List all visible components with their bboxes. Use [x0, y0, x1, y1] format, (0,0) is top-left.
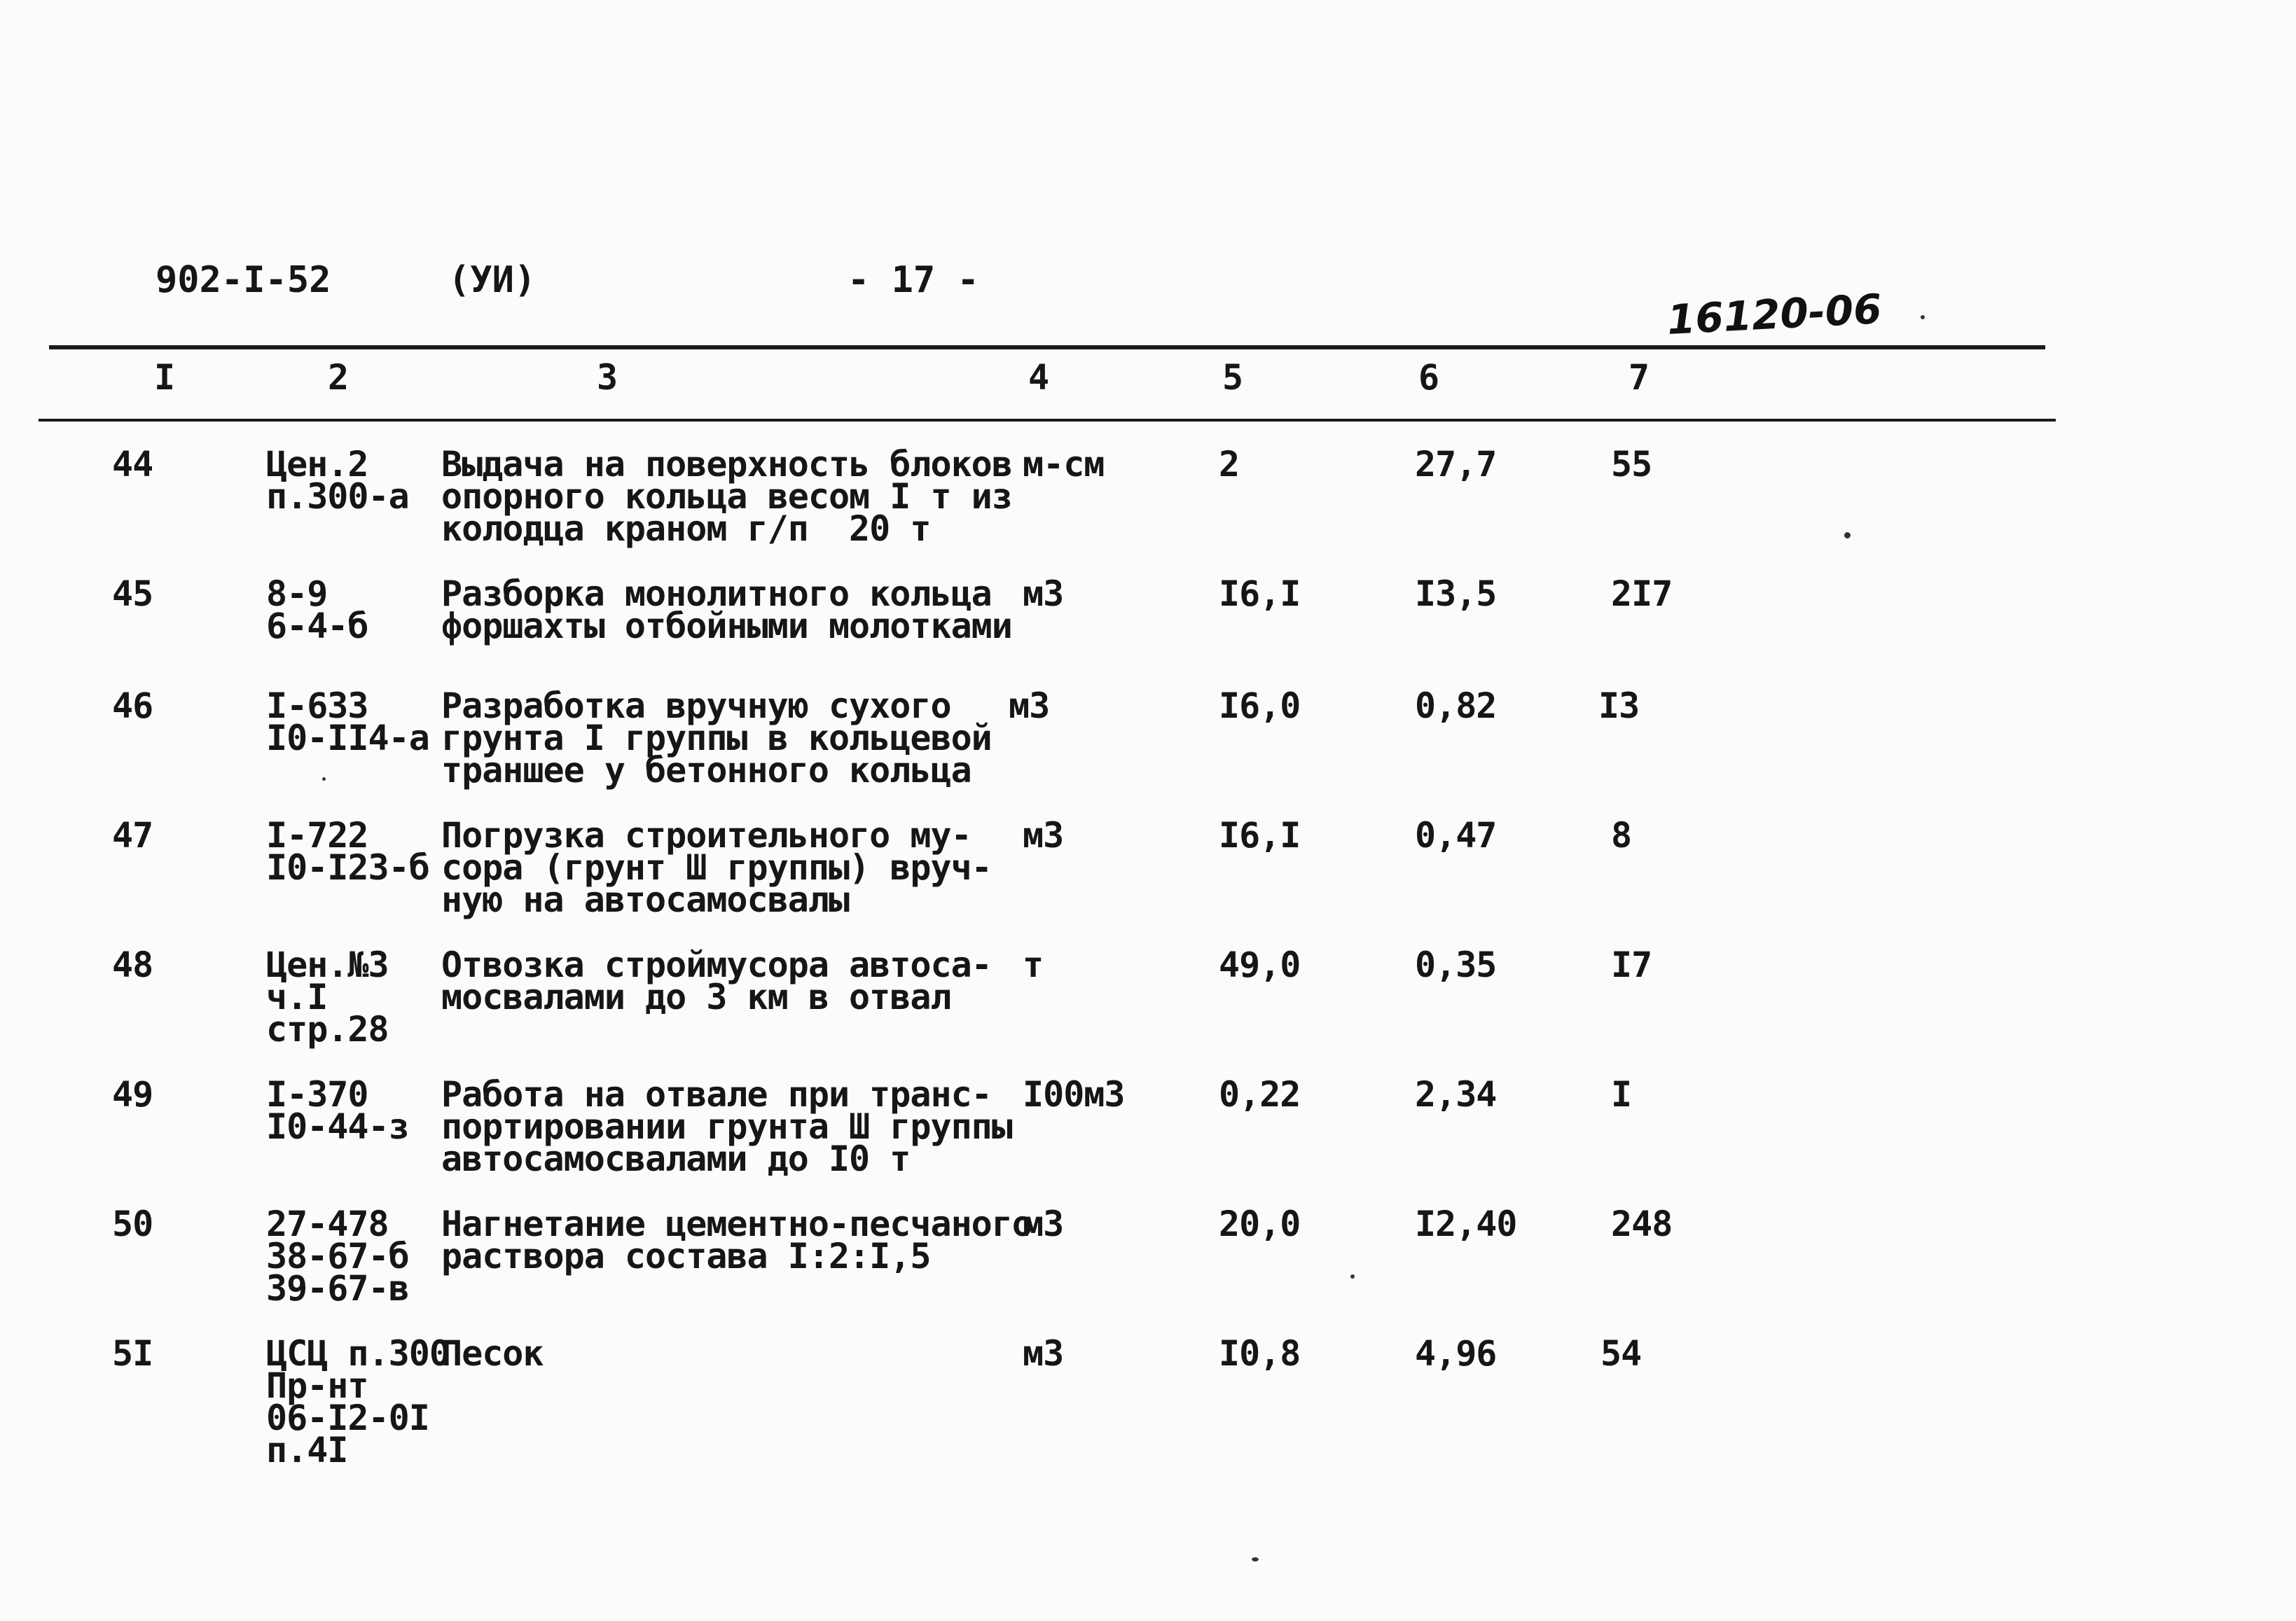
- norm-reference-line: Цен.2: [266, 444, 368, 485]
- work-description-line: автосамосвалами до I0 т: [441, 1139, 911, 1179]
- work-description: [441, 1074, 1012, 1179]
- row-number: 45: [112, 573, 153, 614]
- total-cost: 8: [1611, 815, 1632, 856]
- work-description-line: мосвалами до 3 км в отвал: [441, 977, 951, 1017]
- scan-speck: [1921, 315, 1925, 319]
- norm-reference-line: п.300-а: [266, 476, 409, 517]
- column-header-7: 7: [1628, 357, 1650, 398]
- total-cost: 54: [1600, 1333, 1642, 1374]
- total-cost: 55: [1611, 444, 1652, 485]
- column-header-5: 5: [1222, 357, 1244, 398]
- table-header-rule: [39, 419, 2056, 422]
- quantity: I6,0: [1219, 686, 1301, 726]
- work-description-line: Работа на отвале при транс-: [441, 1074, 992, 1115]
- row-number: 5I: [112, 1333, 153, 1374]
- document-part: (УИ): [448, 259, 537, 301]
- scan-speck: [1844, 532, 1851, 538]
- work-description-line: портировании грунта Ш группы: [441, 1106, 1012, 1147]
- quantity: 2: [1219, 444, 1240, 485]
- unit: м3: [1009, 686, 1050, 726]
- work-description: [441, 573, 1012, 646]
- work-description: [441, 1333, 544, 1374]
- work-description-line: опорного кольца весом I т из: [441, 476, 1012, 517]
- row-number: 47: [112, 815, 153, 856]
- work-description: [441, 1204, 1032, 1276]
- norm-reference-line: 27-478: [266, 1204, 389, 1244]
- norm-reference: [266, 1074, 409, 1147]
- work-description-line: Разборка монолитного кольца: [441, 573, 992, 614]
- work-description-line: колодца краном г/п 20 т: [441, 508, 931, 549]
- scan-speck: [1350, 1274, 1355, 1279]
- norm-reference: [266, 1333, 450, 1470]
- table-top-rule: [49, 345, 2045, 349]
- column-header-1: I: [154, 357, 176, 398]
- unit: м3: [1023, 1333, 1064, 1374]
- page-number: - 17 -: [848, 259, 979, 301]
- norm-reference-line: I0-44-з: [266, 1106, 409, 1147]
- norm-reference: [266, 815, 429, 888]
- work-description: [441, 686, 992, 791]
- work-description: [441, 444, 1012, 549]
- quantity: I0,8: [1219, 1333, 1301, 1374]
- quantity: 49,0: [1219, 945, 1301, 985]
- norm-reference-line: ЦСЦ п.300: [266, 1333, 450, 1374]
- norm-reference-line: I0-I23-б: [266, 847, 429, 888]
- quantity: I6,I: [1219, 573, 1301, 614]
- norm-reference-line: 38-67-б: [266, 1236, 409, 1276]
- unit-price: 27,7: [1415, 444, 1497, 485]
- unit: м3: [1023, 573, 1064, 614]
- unit: м3: [1023, 1204, 1064, 1244]
- norm-reference-line: 39-67-в: [266, 1268, 409, 1309]
- norm-reference: [266, 686, 429, 758]
- norm-reference-line: стр.28: [266, 1009, 389, 1050]
- norm-reference-line: п.4I: [266, 1430, 348, 1470]
- work-description-line: раствора состава I:2:I,5: [441, 1236, 931, 1276]
- norm-reference: [266, 444, 409, 517]
- work-description-line: траншее у бетонного кольца: [441, 750, 971, 791]
- unit-price: I3,5: [1415, 573, 1497, 614]
- unit-price: 2,34: [1415, 1074, 1497, 1115]
- unit: м3: [1023, 815, 1064, 856]
- work-description: [441, 945, 992, 1017]
- work-description-line: форшахты отбойными молотками: [441, 606, 1012, 646]
- unit: I00м3: [1023, 1074, 1125, 1115]
- document-code: 902-I-52: [155, 259, 331, 301]
- unit-price: 0,82: [1415, 686, 1497, 726]
- norm-reference-line: I-722: [266, 815, 368, 856]
- work-description: [441, 815, 992, 920]
- work-description-line: ную на автосамосвалы: [441, 879, 850, 920]
- scan-speck: [322, 777, 326, 781]
- unit-price: 0,47: [1415, 815, 1497, 856]
- norm-reference-line: 06-I2-0I: [266, 1398, 429, 1438]
- handwritten-note: 16120-06: [1666, 285, 1883, 344]
- row-number: 50: [112, 1204, 153, 1244]
- total-cost: I3: [1598, 686, 1640, 726]
- unit-price: 0,35: [1415, 945, 1497, 985]
- unit-price: I2,40: [1415, 1204, 1517, 1244]
- column-header-3: 3: [597, 357, 618, 398]
- work-description-line: Песок: [441, 1333, 544, 1374]
- column-header-6: 6: [1418, 357, 1440, 398]
- norm-reference-line: 8-9: [266, 573, 328, 614]
- row-number: 44: [112, 444, 153, 485]
- norm-reference-line: I0-II4-а: [266, 718, 429, 758]
- unit: м-см: [1023, 444, 1105, 485]
- work-description-line: Нагнетание цементно-песчаного: [441, 1204, 1032, 1244]
- norm-reference: [266, 1204, 409, 1309]
- column-header-2: 2: [328, 357, 350, 398]
- column-header-4: 4: [1028, 357, 1050, 398]
- norm-reference-line: ч.I: [266, 977, 328, 1017]
- quantity: 20,0: [1219, 1204, 1301, 1244]
- work-description-line: Погрузка строительного му-: [441, 815, 971, 856]
- norm-reference-line: Цен.№3: [266, 945, 389, 985]
- unit: т: [1023, 945, 1044, 985]
- work-description-line: Выдача на поверхность блоков: [441, 444, 1012, 485]
- norm-reference: [266, 945, 389, 1050]
- work-description-line: сора (грунт Ш группы) вруч-: [441, 847, 992, 888]
- work-description-line: Разработка вручную сухого: [441, 686, 951, 726]
- norm-reference: [266, 573, 368, 646]
- row-number: 48: [112, 945, 153, 985]
- total-cost: 2I7: [1611, 573, 1673, 614]
- norm-reference-line: 6-4-б: [266, 606, 368, 646]
- scan-speck: [1252, 1557, 1259, 1561]
- total-cost: 248: [1611, 1204, 1673, 1244]
- quantity: I6,I: [1219, 815, 1301, 856]
- unit-price: 4,96: [1415, 1333, 1497, 1374]
- norm-reference-line: I-633: [266, 686, 368, 726]
- work-description-line: грунта I группы в кольцевой: [441, 718, 992, 758]
- row-number: 49: [112, 1074, 153, 1115]
- total-cost: I7: [1611, 945, 1652, 985]
- quantity: 0,22: [1219, 1074, 1301, 1115]
- row-number: 46: [112, 686, 153, 726]
- norm-reference-line: Пр-нт: [266, 1365, 368, 1406]
- work-description-line: Отвозка строймусора автоса-: [441, 945, 992, 985]
- norm-reference-line: I-370: [266, 1074, 368, 1115]
- total-cost: I: [1611, 1074, 1632, 1115]
